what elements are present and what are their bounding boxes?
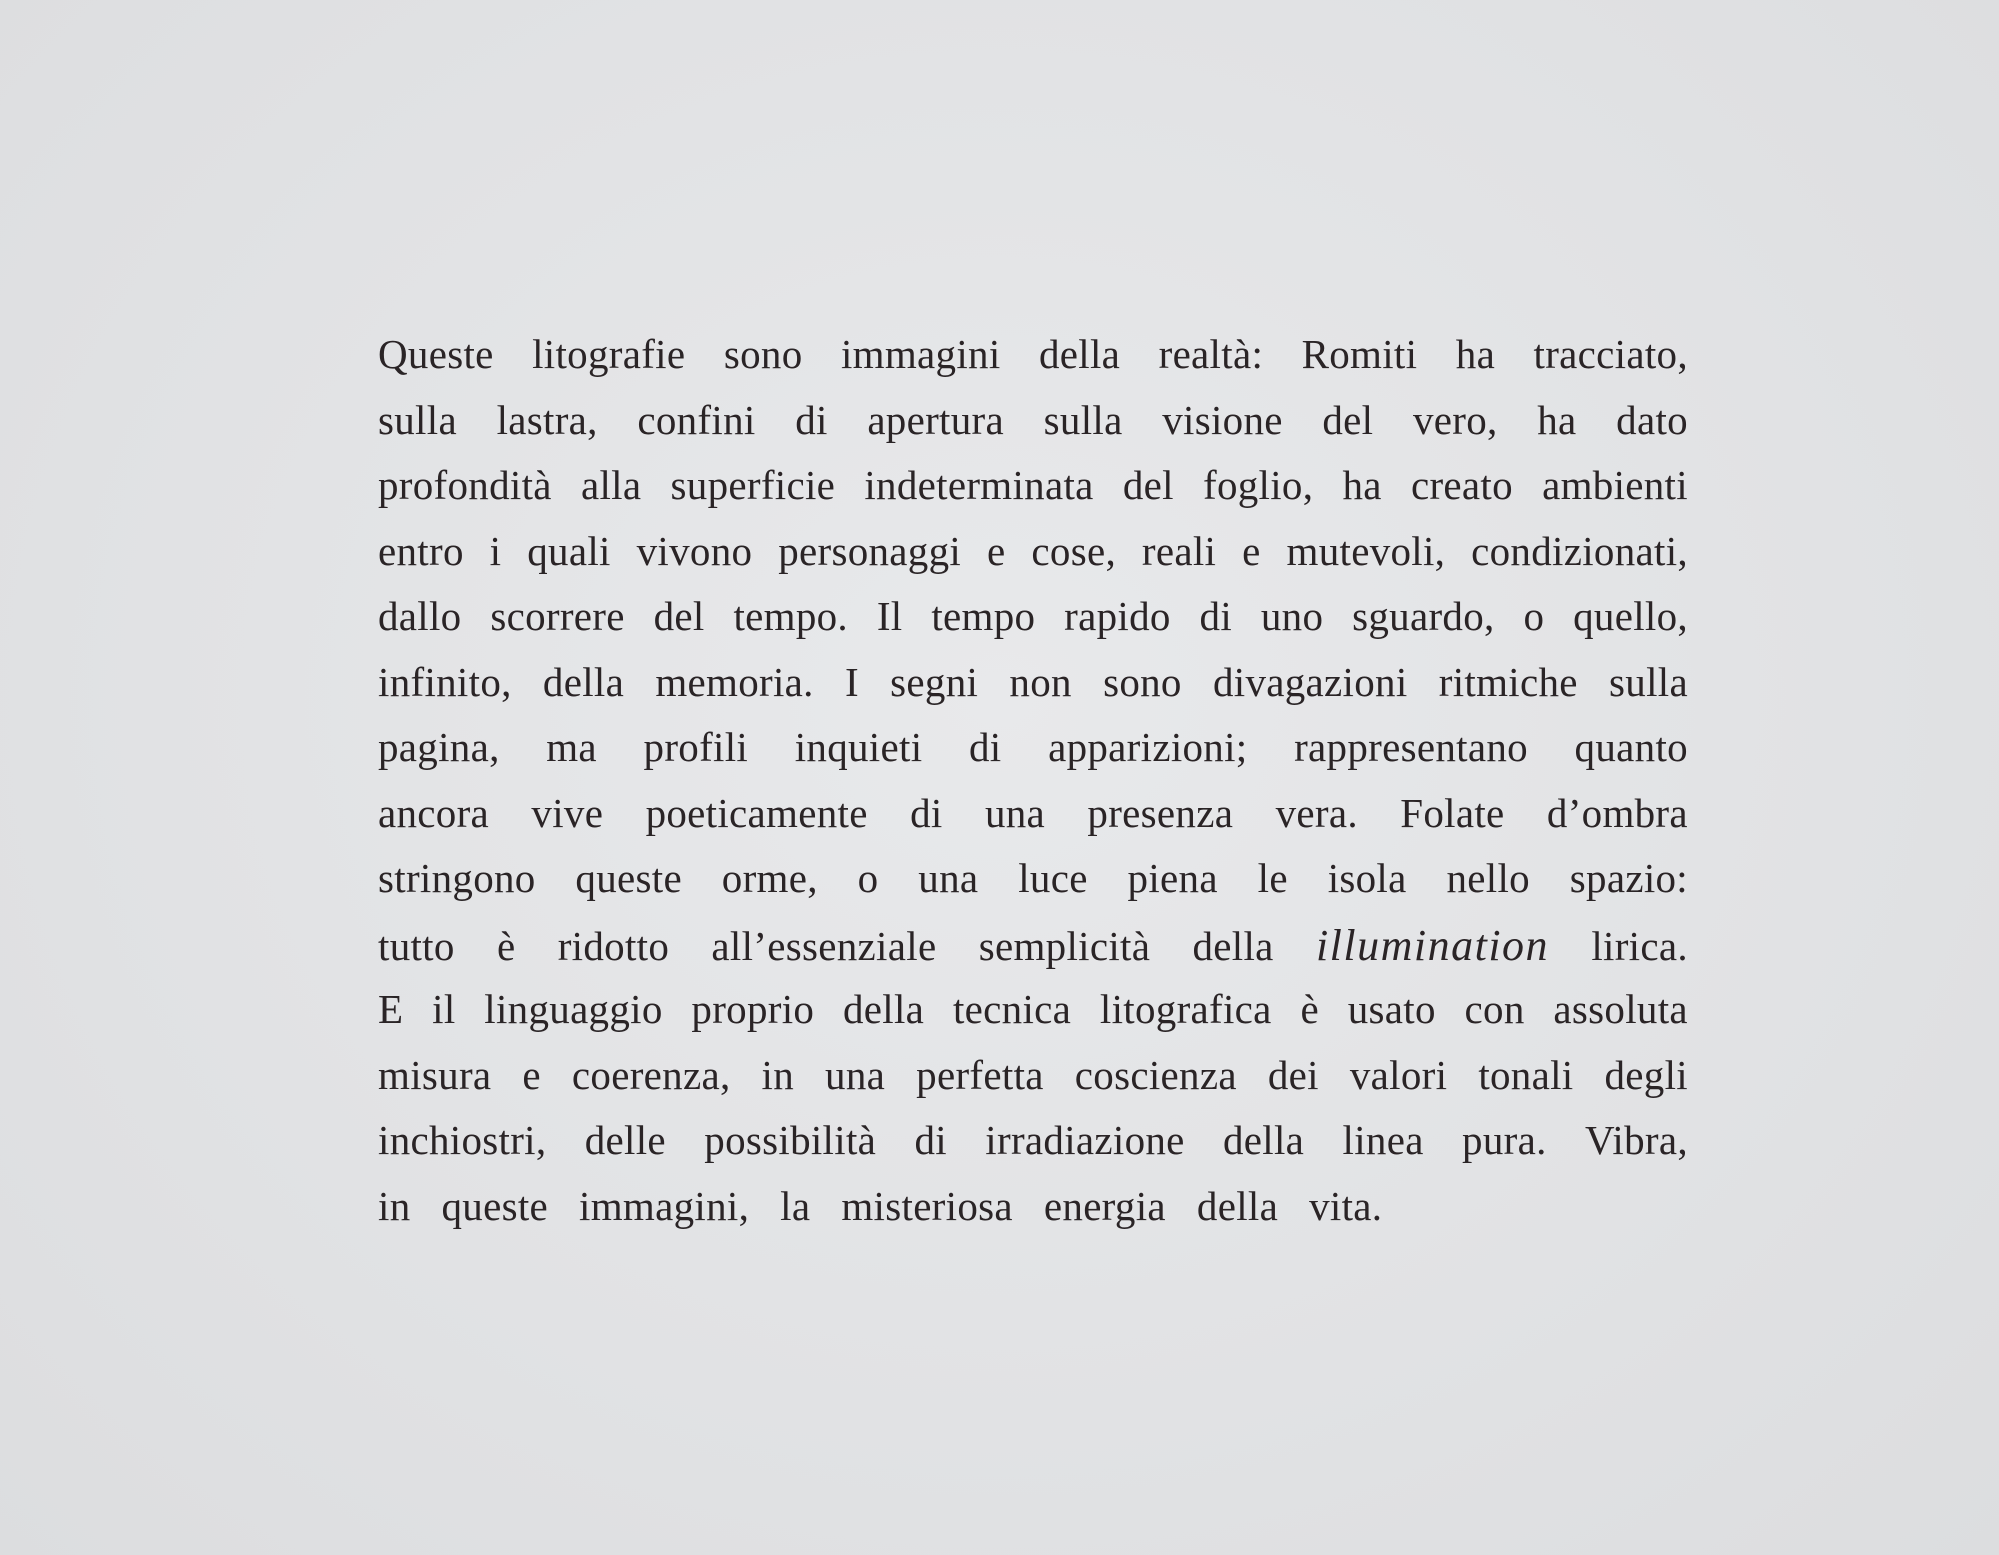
word: ha <box>1455 331 1496 377</box>
word: rapido <box>1064 593 1171 639</box>
text-line <box>378 658 1688 724</box>
word: infinito, <box>378 658 512 705</box>
word: foglio, <box>1203 462 1314 508</box>
word: e <box>522 1051 541 1098</box>
word: profili <box>643 724 749 770</box>
word: in <box>378 1182 411 1229</box>
word: assoluta <box>1553 986 1688 1032</box>
word: I <box>844 658 859 705</box>
word: della <box>1196 1182 1279 1229</box>
word: rappresentano <box>1294 724 1528 770</box>
word: linguaggio <box>484 986 663 1032</box>
word: sulla <box>1609 658 1688 705</box>
word: litografica <box>1099 986 1272 1032</box>
word: della <box>1192 922 1274 969</box>
word: uno <box>1260 593 1324 639</box>
word: la <box>780 1182 811 1229</box>
word: condizionati, <box>1471 527 1688 574</box>
text-line <box>378 1116 1688 1182</box>
word: quello, <box>1573 593 1688 639</box>
word: ha <box>1537 396 1577 443</box>
word: superficie <box>670 462 836 508</box>
word: memoria. <box>655 658 814 705</box>
word: pura. <box>1462 1117 1547 1163</box>
text-line <box>378 396 1688 462</box>
word: cose, <box>1031 527 1116 574</box>
text-line <box>378 330 1688 396</box>
word: poeticamente <box>645 789 868 836</box>
word: tempo <box>931 593 1036 639</box>
word: sono <box>723 331 803 377</box>
word: mutevoli, <box>1286 527 1446 574</box>
word: pagina, <box>378 724 500 770</box>
text-line <box>378 854 1688 920</box>
word: perfetta <box>916 1051 1044 1098</box>
word: il <box>432 986 456 1032</box>
word: inchiostri, <box>378 1117 547 1163</box>
word: semplicità <box>978 922 1151 969</box>
word: reali <box>1141 527 1217 574</box>
word: i <box>489 527 502 574</box>
word: quanto <box>1574 724 1688 770</box>
word: vita. <box>1309 1182 1383 1229</box>
word: proprio <box>691 986 815 1032</box>
word: di <box>795 396 828 443</box>
word: alla <box>580 462 642 508</box>
word: piena <box>1127 855 1218 901</box>
word: sulla <box>1043 396 1123 443</box>
word: linea <box>1342 1117 1424 1163</box>
word: ha <box>1342 462 1382 508</box>
word: d’ombra <box>1546 789 1688 836</box>
text-line <box>378 789 1688 855</box>
word: della <box>542 658 625 705</box>
word: ritmiche <box>1438 658 1578 705</box>
word: inquieti <box>794 724 923 770</box>
word: valori <box>1349 1051 1448 1098</box>
text-line <box>378 920 1688 986</box>
word: coscienza <box>1074 1051 1237 1098</box>
word: sono <box>1103 658 1182 705</box>
word: misura <box>378 1051 492 1098</box>
word: irradiazione <box>985 1117 1185 1163</box>
word: tempo. <box>733 593 848 639</box>
word: litografie <box>532 331 686 377</box>
word: di <box>914 1117 947 1163</box>
word: del <box>1122 462 1174 508</box>
word: ridotto <box>557 922 670 969</box>
word: una <box>918 855 979 901</box>
text-line <box>378 461 1688 527</box>
word: una <box>825 1051 886 1098</box>
word: queste <box>575 855 682 901</box>
word: è <box>496 922 516 969</box>
italic-word: illumination <box>1315 920 1550 970</box>
word: energia <box>1043 1182 1166 1229</box>
word: orme, <box>721 855 818 901</box>
word: realtà: <box>1158 331 1264 377</box>
word: immagini, <box>579 1182 750 1229</box>
text-line <box>378 1182 1688 1248</box>
word: coerenza, <box>571 1051 731 1098</box>
word: stringono <box>378 855 536 901</box>
word: lirica. <box>1591 922 1688 969</box>
word: vero, <box>1413 396 1498 443</box>
word: profondità <box>378 462 552 508</box>
text-line <box>378 1051 1688 1117</box>
word: della <box>843 986 925 1032</box>
word: delle <box>584 1117 666 1163</box>
word: all’essenziale <box>711 922 937 969</box>
word: vera. <box>1275 789 1358 836</box>
text-line <box>378 527 1688 593</box>
word: di <box>910 789 943 836</box>
word: e <box>1242 527 1261 574</box>
word: o <box>857 855 879 901</box>
word: dei <box>1267 1051 1319 1098</box>
word: apertura <box>867 396 1005 443</box>
word: ambienti <box>1542 462 1688 508</box>
word: vivono <box>636 527 753 574</box>
word: spazio: <box>1569 855 1688 901</box>
text-line <box>378 723 1688 789</box>
word: con <box>1464 986 1525 1032</box>
word: del <box>1322 396 1374 443</box>
word: E <box>378 986 404 1032</box>
word: una <box>984 789 1046 836</box>
word: ancora <box>378 789 490 836</box>
word: queste <box>441 1182 549 1229</box>
word: luce <box>1018 855 1088 901</box>
word: di <box>968 724 1002 770</box>
word: della <box>1223 1117 1305 1163</box>
word: è <box>1300 986 1319 1032</box>
word: indeterminata <box>864 462 1094 508</box>
word: Vibra, <box>1584 1117 1688 1163</box>
word: le <box>1257 855 1288 901</box>
word: quali <box>527 527 611 574</box>
body-text <box>378 330 1688 1247</box>
word: tonali <box>1478 1051 1574 1098</box>
text-line <box>378 592 1688 658</box>
word: o <box>1523 593 1545 639</box>
word: vive <box>531 789 604 836</box>
word: visione <box>1162 396 1283 443</box>
word: segni <box>890 658 979 705</box>
word: Romiti <box>1301 331 1418 377</box>
word: della <box>1038 331 1121 377</box>
word: creato <box>1410 462 1513 508</box>
word: dato <box>1616 396 1688 443</box>
word: tecnica <box>952 986 1072 1032</box>
word: degli <box>1604 1051 1688 1098</box>
word: nello <box>1446 855 1530 901</box>
word: Folate <box>1400 789 1505 836</box>
word: lastra, <box>496 396 598 443</box>
word: dallo <box>378 593 462 639</box>
word: usato <box>1347 986 1436 1032</box>
word: scorrere <box>490 593 625 639</box>
word: di <box>1199 593 1233 639</box>
word: entro <box>378 527 464 574</box>
word: del <box>653 593 705 639</box>
word: confini <box>637 396 756 443</box>
word: misteriosa <box>841 1182 1013 1229</box>
word: presenza <box>1087 789 1234 836</box>
word: immagini <box>840 331 1001 377</box>
word: Il <box>876 593 903 639</box>
word: divagazioni <box>1212 658 1408 705</box>
word: sulla <box>378 396 457 443</box>
word: personaggi <box>778 527 962 574</box>
word: tutto <box>378 922 455 969</box>
word: sguardo, <box>1352 593 1495 639</box>
word: isola <box>1327 855 1407 901</box>
word: apparizioni; <box>1048 724 1248 770</box>
word: possibilità <box>704 1117 877 1163</box>
word: in <box>761 1051 795 1098</box>
word: ma <box>546 724 597 770</box>
word: Queste <box>378 331 494 377</box>
word: e <box>987 527 1006 574</box>
word: non <box>1009 658 1072 705</box>
text-line <box>378 985 1688 1051</box>
word: tracciato, <box>1533 331 1688 377</box>
